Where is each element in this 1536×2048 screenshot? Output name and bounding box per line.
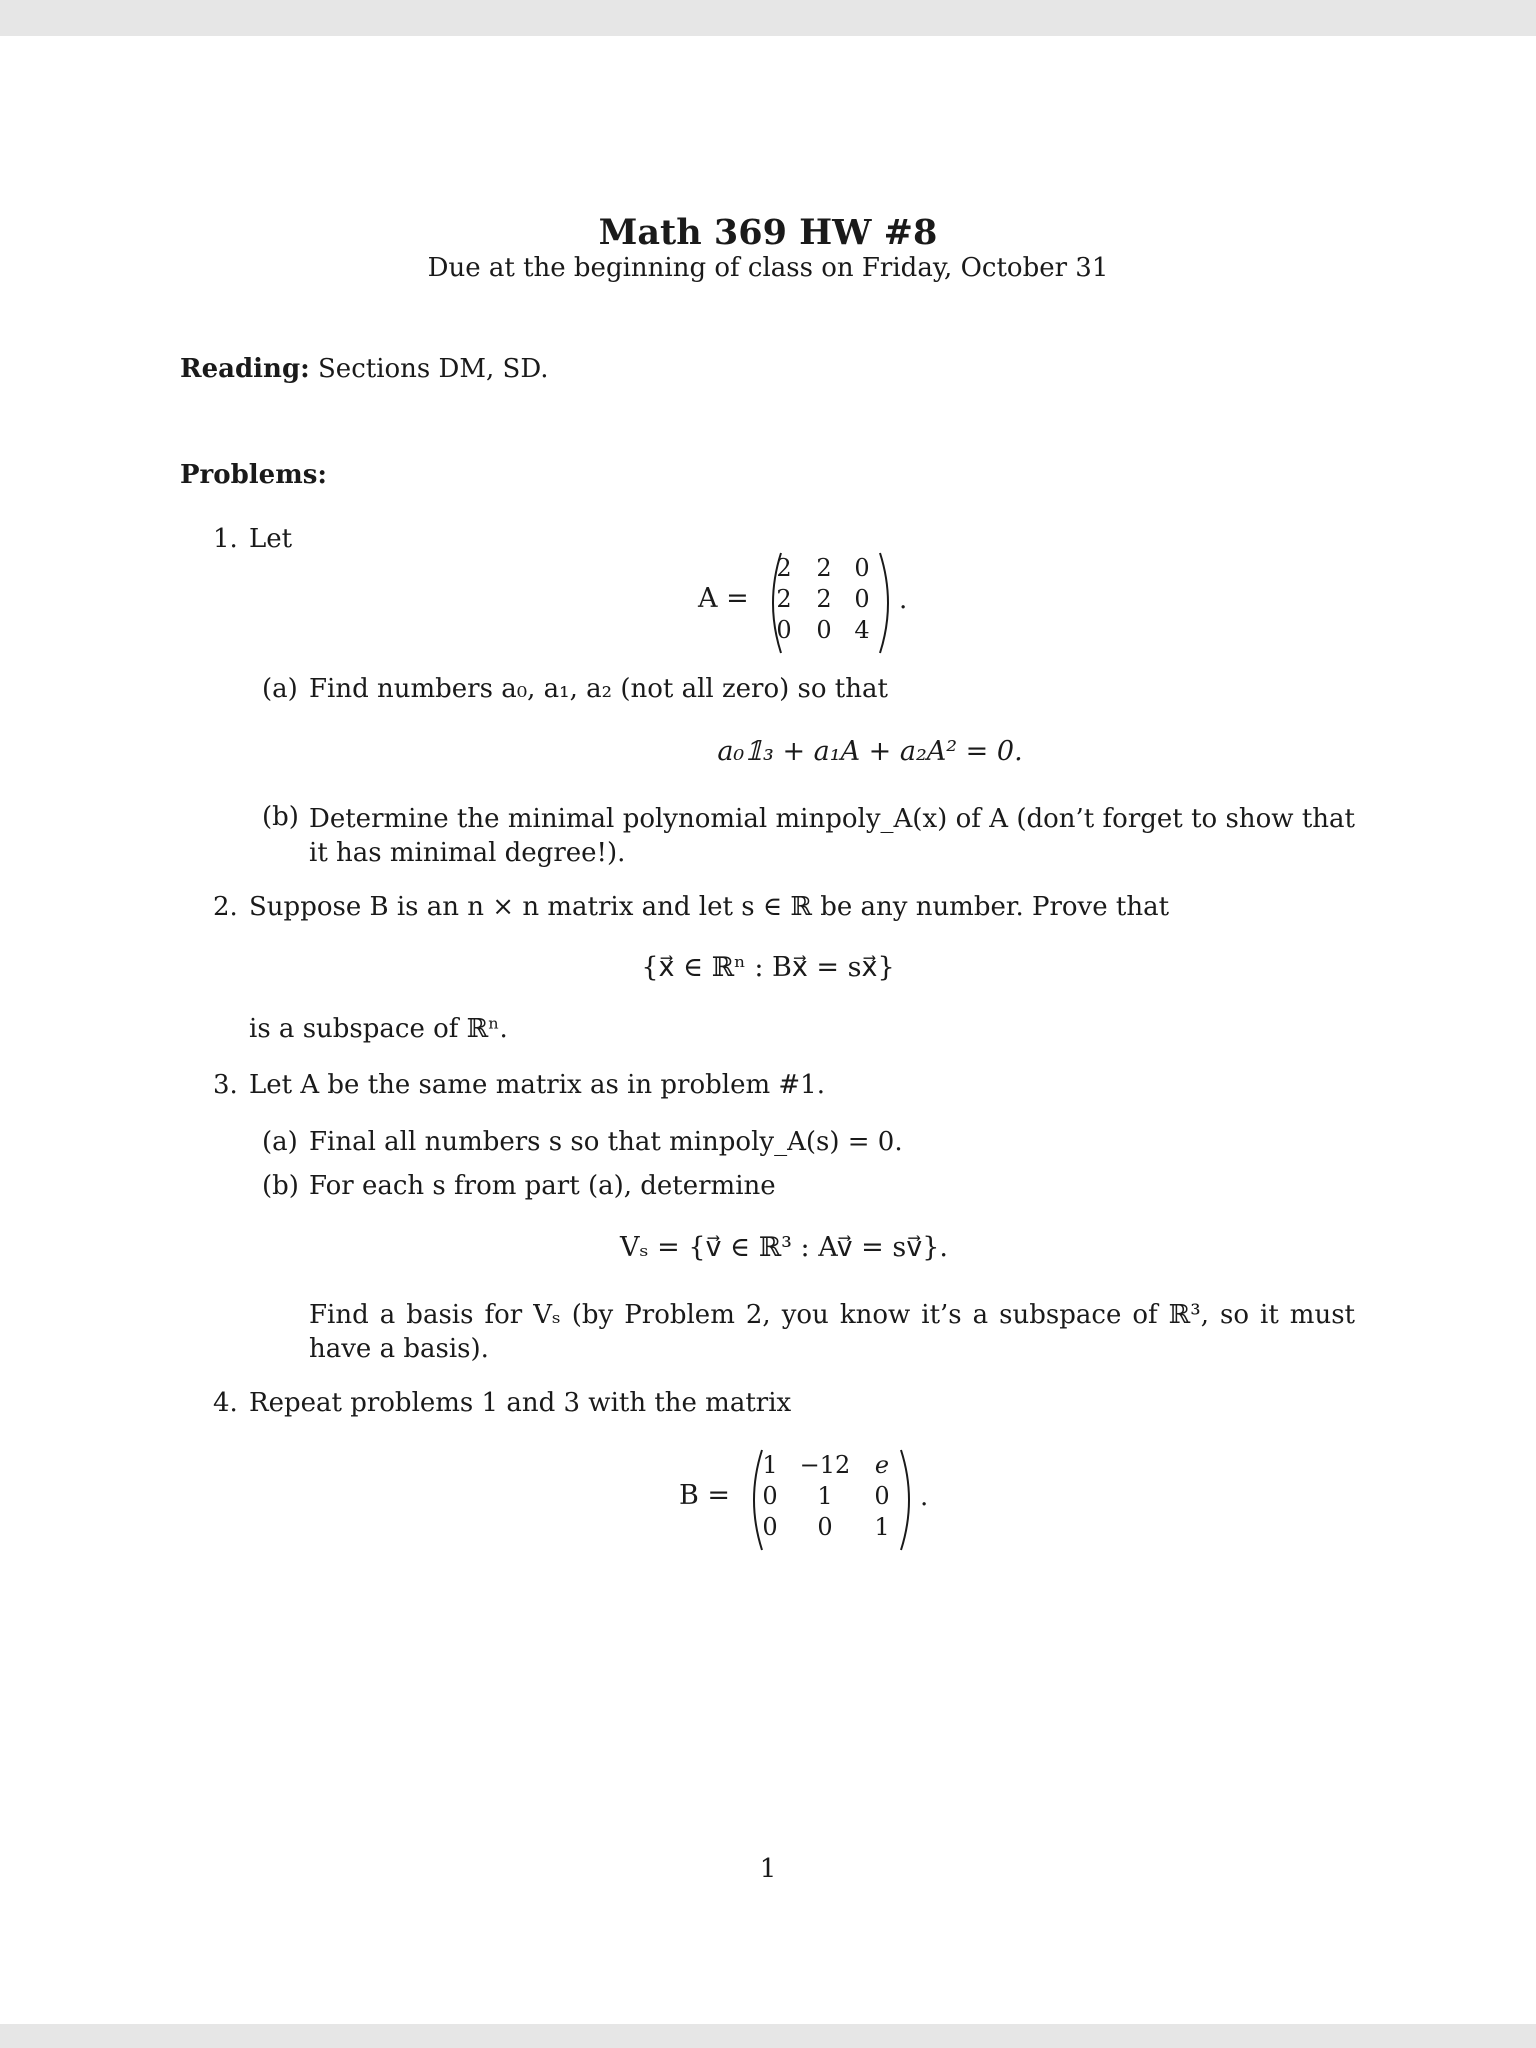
problem-2-after: is a subspace of ℝⁿ.	[249, 1014, 508, 1044]
problem-1b-label: (b)	[262, 802, 299, 832]
matrix-a-cell: 4	[854, 616, 870, 644]
matrix-b-cell: 0	[762, 1513, 778, 1541]
document-title: Math 369 HW #8	[598, 212, 938, 253]
problem-3b-text: For each s from part (a), determine	[309, 1171, 776, 1201]
problem-3-number: 3.	[213, 1070, 238, 1100]
matrix-b-cell: 0	[874, 1482, 890, 1510]
problem-3b-label: (b)	[262, 1171, 299, 1201]
problems-heading: Problems:	[180, 460, 327, 490]
reading-label: Reading:	[180, 354, 310, 384]
reading-text: Sections DM, SD.	[318, 354, 549, 384]
matrix-a-cell: 0	[776, 616, 792, 644]
matrix-b-cell it: e	[874, 1451, 890, 1479]
problem-4-text: Repeat problems 1 and 3 with the matrix	[249, 1388, 792, 1418]
problem-1a-text: Find numbers a₀, a₁, a₂ (not all zero) so that	[309, 674, 888, 704]
problem-1a-equation: a₀𝟙₃ + a₁A + a₂A² = 0.	[717, 736, 1023, 767]
problem-1a-label: (a)	[262, 674, 298, 704]
matrix-b-cell: −12	[799, 1451, 851, 1479]
matrix-b-cell: 1	[874, 1513, 890, 1541]
page-number: 1	[759, 1854, 777, 1884]
matrix-b-label: B =	[679, 1480, 731, 1511]
matrix-b-cell: 0	[762, 1482, 778, 1510]
matrix-b-cell: 1	[817, 1482, 833, 1510]
matrix-b-right-paren	[897, 1448, 919, 1552]
problem-1-intro: Let	[249, 524, 293, 554]
matrix-b-cell: 1	[762, 1451, 778, 1479]
problem-1b-text: Determine the minimal polynomial minpoly_A(x) of A (don’t forget to show that it has minimal degree!).	[309, 804, 1355, 868]
matrix-a-right-paren	[876, 551, 898, 655]
problem-2-equation: {x⃗ ∈ ℝⁿ : Bx⃗ = sx⃗}	[641, 952, 895, 983]
matrix-a-cell: 2	[776, 554, 792, 582]
problem-3a-text: Final all numbers s so that minpoly_A(s) = 0.	[309, 1127, 903, 1157]
due-date-subtitle: Due at the beginning of class on Friday, October 31	[427, 253, 1109, 283]
reading-line	[180, 354, 549, 384]
problem-3a-label: (a)	[262, 1127, 298, 1157]
document-page	[0, 36, 1536, 2024]
matrix-a-cell: 0	[854, 585, 870, 613]
matrix-a-cell: 2	[816, 554, 832, 582]
matrix-a-period: .	[899, 585, 908, 615]
matrix-b-cell: 0	[817, 1513, 833, 1541]
problem-3b-after: Find a basis for Vₛ (by Problem 2, you know it’s a subspace of ℝ³, so it must have a basis).	[309, 1300, 1355, 1364]
problem-2-number: 2.	[213, 892, 238, 922]
problem-3-text: Let A be the same matrix as in problem #1.	[249, 1070, 825, 1100]
matrix-b-period: .	[920, 1482, 929, 1512]
problem-3b-equation: Vₛ = {v⃗ ∈ ℝ³ : Av⃗ = sv⃗}.	[620, 1232, 948, 1263]
problem-2-text: Suppose B is an n × n matrix and let s ∈ ℝ be any number. Prove that	[249, 892, 1170, 922]
matrix-a-cell: 0	[854, 554, 870, 582]
matrix-a-cell: 0	[816, 616, 832, 644]
problem-1-number: 1.	[213, 524, 238, 554]
matrix-a-cell: 2	[816, 585, 832, 613]
problem-4-number: 4.	[213, 1388, 238, 1418]
matrix-a-cell: 2	[776, 585, 792, 613]
matrix-a-label: A =	[698, 583, 749, 614]
